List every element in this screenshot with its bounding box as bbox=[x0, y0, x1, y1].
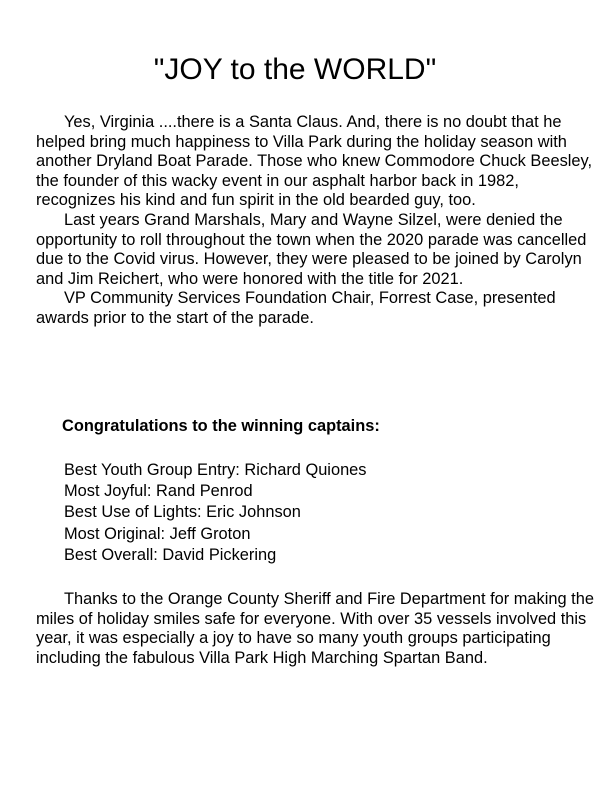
intro-body bbox=[36, 113, 596, 329]
award-item: Best Youth Group Entry: Richard Quiones bbox=[64, 461, 367, 479]
paragraph-awards-presented: VP Community Services Foundation Chair, Forrest Case, presented awards prior to the start of the parade. bbox=[36, 289, 556, 327]
award-item: Best Overall: David Pickering bbox=[64, 545, 277, 564]
congratulations-heading: Congratulations to the winning captains: bbox=[62, 417, 380, 435]
award-item: Best Use of Lights: Eric Johnson bbox=[64, 503, 301, 522]
closing-paragraph: Thanks to the Orange County Sheriff and Fire Department for making the miles of holiday smiles safe for everyone. With over 35 vessels involved this year, it was especially a joy to have so many youth groups participating including the fabulous Villa Park High Marching Spartan Band. bbox=[36, 590, 594, 667]
awards-list bbox=[64, 460, 367, 566]
award-item: Most Original: Jeff Groton bbox=[64, 524, 251, 543]
award-item: Most Joyful: Rand Penrod bbox=[64, 482, 253, 501]
page-title: "JOY to the WORLD" bbox=[153, 53, 437, 86]
paragraph-grand-marshals: Last years Grand Marshals, Mary and Wayne Silzel, were denied the opportunity to roll throughout the town when the 2020 parade was cancelled due to the Covid virus. However, they were pleased to be joined by Carolyn and Jim Reichert, who were honored with the title for 2021. bbox=[36, 210, 587, 288]
paragraph-santa: Yes, Virginia ....there is a Santa Claus. And, there is no doubt that he helped bring much happiness to Villa Park during the holiday season with another Dryland Boat Parade. Those who knew Commodore Chuck Beesley, the founder of this wacky event in our asphalt harbor back in 1982, recognizes his kind and fun spirit in the old bearded guy, too. bbox=[36, 113, 593, 210]
